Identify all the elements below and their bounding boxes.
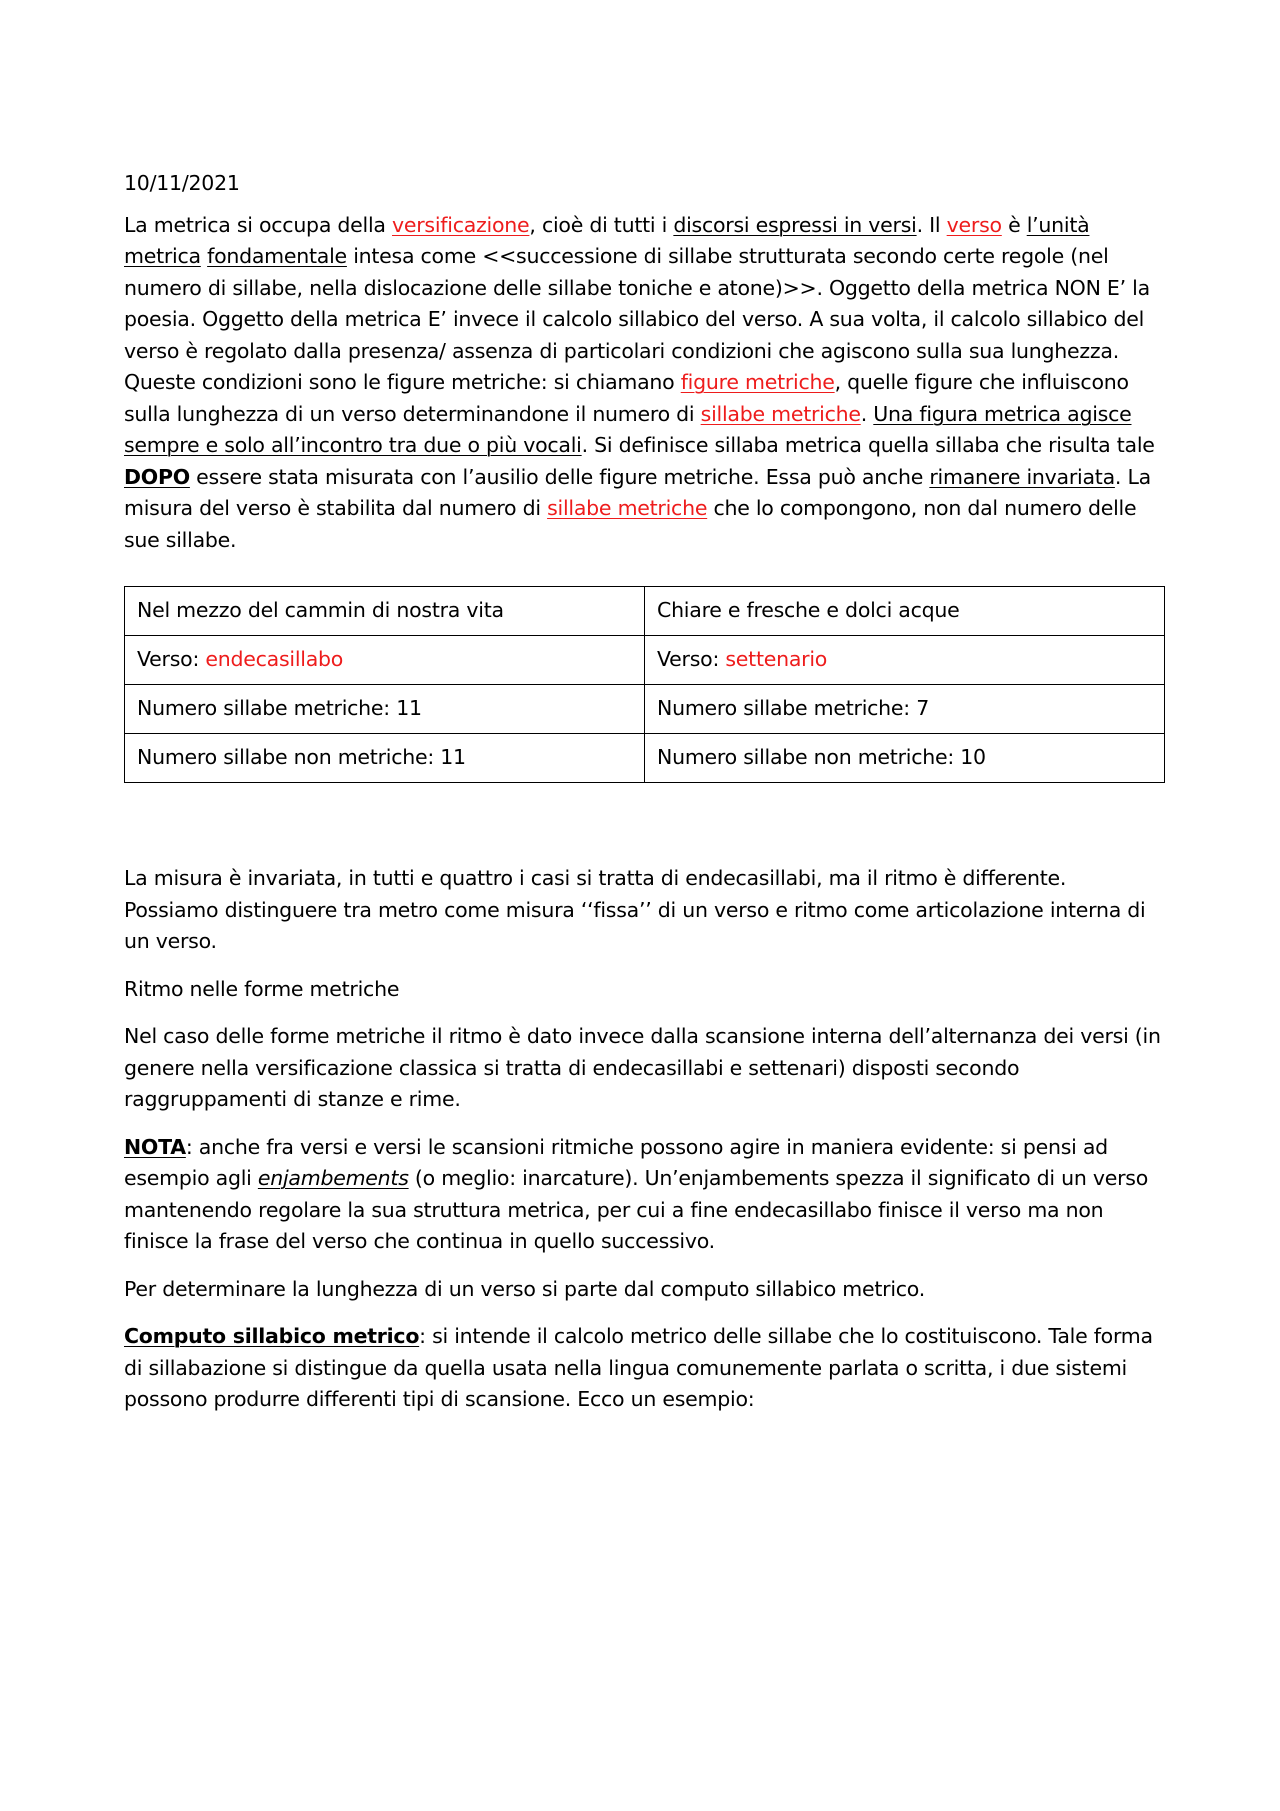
nota-text: : anche fra versi e versi le scansioni ritmiche possono agire in maniera evidente: si pensi ad esempio agli <box>124 1134 1108 1190</box>
metric-syllables-cell-left: Numero sillabe metriche: 11 <box>125 685 645 734</box>
intro-text: , quelle figure che influiscono sulla lunghezza di un verso determinandone il numero di <box>124 370 1129 426</box>
term-dopo: DOPO <box>124 464 190 489</box>
intro-text: che lo compongono, non dal numero delle sue sillabe. <box>124 496 1137 552</box>
term-verso: verso <box>946 212 1002 237</box>
intro-text: è <box>1001 212 1027 237</box>
term-figura-agisce: Una figura metrica agisce sempre e solo all’incontro tra due o più vocali <box>124 401 1132 457</box>
ritmo-paragraph: Nel caso delle forme metriche il ritmo è dato invece dalla scansione interna dell’alternanza dei versi (in genere nella versificazione classica si tratta di endecasillabi e settenari) disposti secondo raggruppamenti di stanze e rime. <box>124 1024 1161 1111</box>
intro-text: La metrica si occupa della <box>124 212 392 237</box>
table-row <box>125 636 1165 685</box>
computo-paragraph <box>124 1321 1164 1416</box>
verse-cell-left: Nel mezzo del cammin di nostra vita <box>125 587 645 636</box>
verse-type-value: settenario <box>725 647 828 671</box>
nonmetric-syllables-cell-right: Numero sillabe non metriche: 10 <box>645 734 1165 783</box>
verse-type-label: Verso: <box>137 647 206 671</box>
document-page <box>124 168 1164 1432</box>
intro-text: . La misura del verso è stabilita dal numero di <box>124 464 1151 520</box>
term-discorsi: discorsi espressi in versi <box>673 212 917 237</box>
verse-type-value: endecasillabo <box>205 647 344 671</box>
term-fondamentale: fondamentale <box>207 244 347 268</box>
verse-type-cell-left <box>125 636 645 685</box>
verse-type-cell-right <box>645 636 1165 685</box>
term-rimanere-invariata: rimanere invariata <box>929 464 1115 489</box>
term-versificazione: versificazione <box>392 212 530 237</box>
verse-cell-right: Chiare e fresche e dolci acque <box>645 587 1165 636</box>
term-sillabe-metriche: sillabe metriche <box>700 401 861 426</box>
computo-intro-paragraph: Per determinare la lunghezza di un verso si parte dal computo sillabico metrico. <box>124 1276 925 1301</box>
document-date: 10/11/2021 <box>124 171 240 195</box>
metric-syllables-cell-right: Numero sillabe metriche: 7 <box>645 685 1165 734</box>
intro-text: . <box>860 401 874 426</box>
intro-text: . Si definisce sillaba metrica quella sillaba che risulta tale <box>581 433 1155 457</box>
verse-type-label: Verso: <box>657 647 726 671</box>
term-sillabe-metriche: sillabe metriche <box>547 496 708 520</box>
table-row <box>125 587 1165 636</box>
ritmo-heading: Ritmo nelle forme metriche <box>124 976 400 1001</box>
nota-label: NOTA <box>124 1134 186 1159</box>
term-figure-metriche: figure metriche <box>680 370 835 394</box>
table-row <box>125 734 1165 783</box>
nota-paragraph <box>124 1132 1164 1258</box>
intro-text: intesa come <<successione di sillabe strutturata secondo certe regole (nel numero di sillabe, nella dislocazione delle sillabe toniche e atone)>>. Oggetto della metrica NON E’ la poesia. Oggetto della metrica E’ invece il calcolo sillabico del verso. A sua volta, il calcolo sillabico del verso è regolato dalla presenza/ assenza di particolari condizioni che agiscono sulla sua lunghezza. Queste condizioni sono le figure metriche: si chiamano <box>124 244 1150 394</box>
nota-text: (o meglio: inarcature). Un’enjambements spezza il significato di un verso mantenendo regolare la sua struttura metrica, per cui a fine endecasillabo finisce il verso ma non finisce la frase del verso che continua in quello successivo. <box>124 1166 1148 1253</box>
verse-comparison-table <box>124 586 1165 783</box>
term-enjambements: enjambements <box>257 1166 409 1190</box>
term-unita-metrica: l’unità metrica <box>124 212 1090 268</box>
computo-text: : si intende il calcolo metrico delle sillabe che lo costituiscono. Tale forma di sillabazione si distingue da quella usata nella lingua comunemente parlata o scritta, i due sistemi possono produrre differenti tipi di scansione. Ecco un esempio: <box>124 1324 1153 1411</box>
computo-label: Computo sillabico metrico <box>124 1324 420 1348</box>
misura-paragraph: La misura è invariata, in tutti e quattro i casi si tratta di endecasillabi, ma il ritmo è differente. Possiamo distinguere tra metro come misura ‘‘fissa’’ di un verso e ritmo come articolazione interna di un verso. <box>124 866 1146 953</box>
intro-paragraph <box>124 210 1164 557</box>
intro-text: , cioè di tutti i <box>529 212 674 237</box>
nonmetric-syllables-cell-left: Numero sillabe non metriche: 11 <box>125 734 645 783</box>
intro-text: . Il <box>916 212 947 237</box>
table-row <box>125 685 1165 734</box>
intro-text: essere stata misurata con l’ausilio delle figure metriche. Essa può anche <box>189 464 930 489</box>
